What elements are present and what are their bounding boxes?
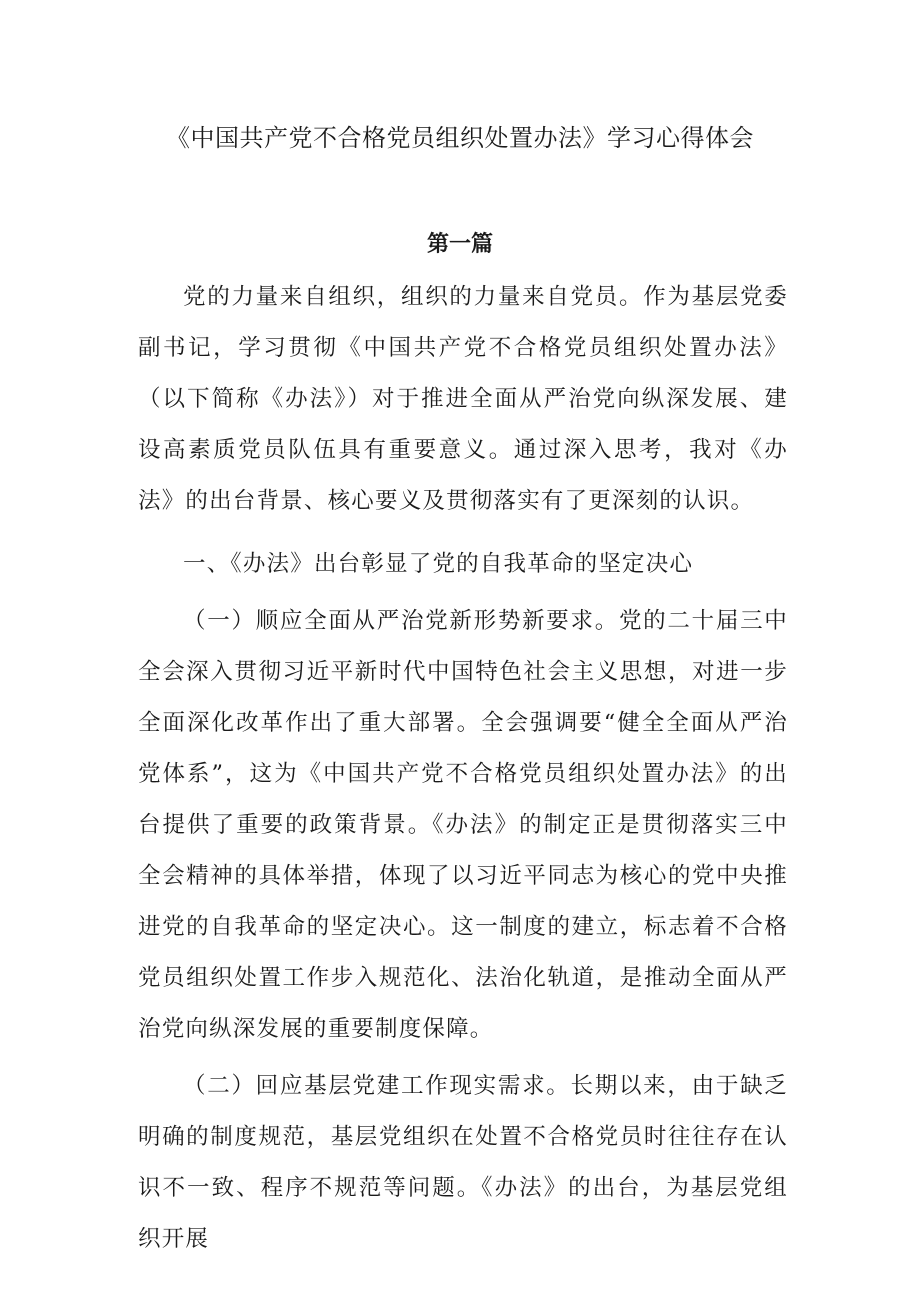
paragraph-subsection-1: （一）顺应全面从严治党新形势新要求。党的二十届三中全会深入贯彻习近平新时代中国特色社会主义思想，对进一步全面深化改革作出了重大部署。全会强调要“健全全面从严治党体系”，这为《中国共产党不合格党员组织处置办法》的出台提供了重要的政策背景。《办法》的制定正是贯彻落实三中全会精神的具体举措，体现了以习近平同志为核心的党中央推进党的自我革命的坚定决心。这一制度的建立，标志着不合格党员组织处置工作步入规范化、法治化轨道，是推动全面从严治党向纵深发展的重要制度保障。 [138,608,788,1042]
document-body [138,272,788,1265]
paragraph-subsection-2: （二）回应基层党建工作现实需求。长期以来，由于缺乏明确的制度规范，基层党组织在处置不合格党员时往往存在认识不一致、程序不规范等问题。《办法》的出台，为基层党组织开展 [138,1073,788,1252]
section-title: 第一篇 [426,232,493,257]
document-title: 《中国共产党不合格党员组织处置办法》学习心得体会 [166,124,754,152]
paragraph-intro: 党的力量来自组织，组织的力量来自党员。作为基层党委副书记，学习贯彻《中国共产党不合格党员组织处置办法》（以下简称《办法》）对于推进全面从严治党向纵深发展、建设高素质党员队伍具有重要意义。通过深入思考，我对《办法》的出台背景、核心要义及贯彻落实有了更深刻的认识。 [138,284,788,514]
paragraph-heading-1: 一、《办法》出台彰显了党的自我革命的坚定决心 [183,551,694,577]
